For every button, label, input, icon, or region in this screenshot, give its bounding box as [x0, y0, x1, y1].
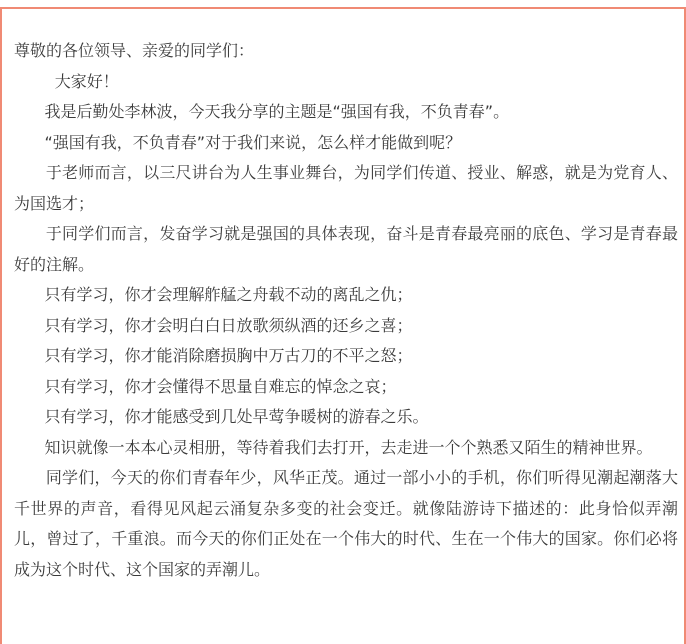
knowledge-paragraph: 知识就像一本本心灵相册，等待着我们去打开，去走进一个个熟悉又陌生的精神世界。 [14, 437, 653, 457]
youth-paragraph: 同学们，今天的你们青春年少，风华正茂。通过一部小小的手机，你们听得见潮起潮落大千世界的声音，看得见风起云涌复杂多变的社会变迁。就像陆游诗下描述的：此身恰似弄潮儿，曾过了，千重浪。而今天的你们正处在一个伟大的时代、生在一个伟大的国家。你们必将成为这个时代、这个国家的弄潮儿。 [14, 468, 678, 579]
study-line-3: 只有学习，你才能消除磨损胸中万古刀的不平之怒； [14, 346, 413, 365]
study-line-1: 只有学习，你才会理解舴艋之舟载不动的离乱之仇； [14, 285, 413, 304]
student-paragraph: 于同学们而言，发奋学习就是强国的具体表现，奋斗是青春最亮丽的底色、学习是青春最好的注解。 [14, 224, 678, 274]
teacher-paragraph: 于老师而言，以三尺讲台为人生事业舞台，为同学们传道、授业、解惑，就是为党育人、为国选才； [14, 163, 678, 213]
greeting-line: 尊敬的各位领导、亲爱的同学们： [14, 41, 255, 60]
speech-article [14, 36, 678, 585]
question-paragraph: “强国有我，不负青春”对于我们来说，怎么样才能做到呢？ [14, 132, 462, 152]
study-line-2: 只有学习，你才会明白白日放歌须纵酒的还乡之喜； [14, 315, 413, 335]
top-divider [0, 0, 686, 9]
intro-paragraph: 我是后勤处李林波，今天我分享的主题是“强国有我，不负青春”。 [14, 102, 510, 121]
study-line-5: 只有学习，你才能感受到几处早莺争暖树的游春之乐。 [14, 407, 429, 426]
study-line-4: 只有学习，你才会懂得不思量自难忘的悼念之哀； [14, 376, 397, 396]
hello-line: 大家好！ [14, 71, 119, 91]
